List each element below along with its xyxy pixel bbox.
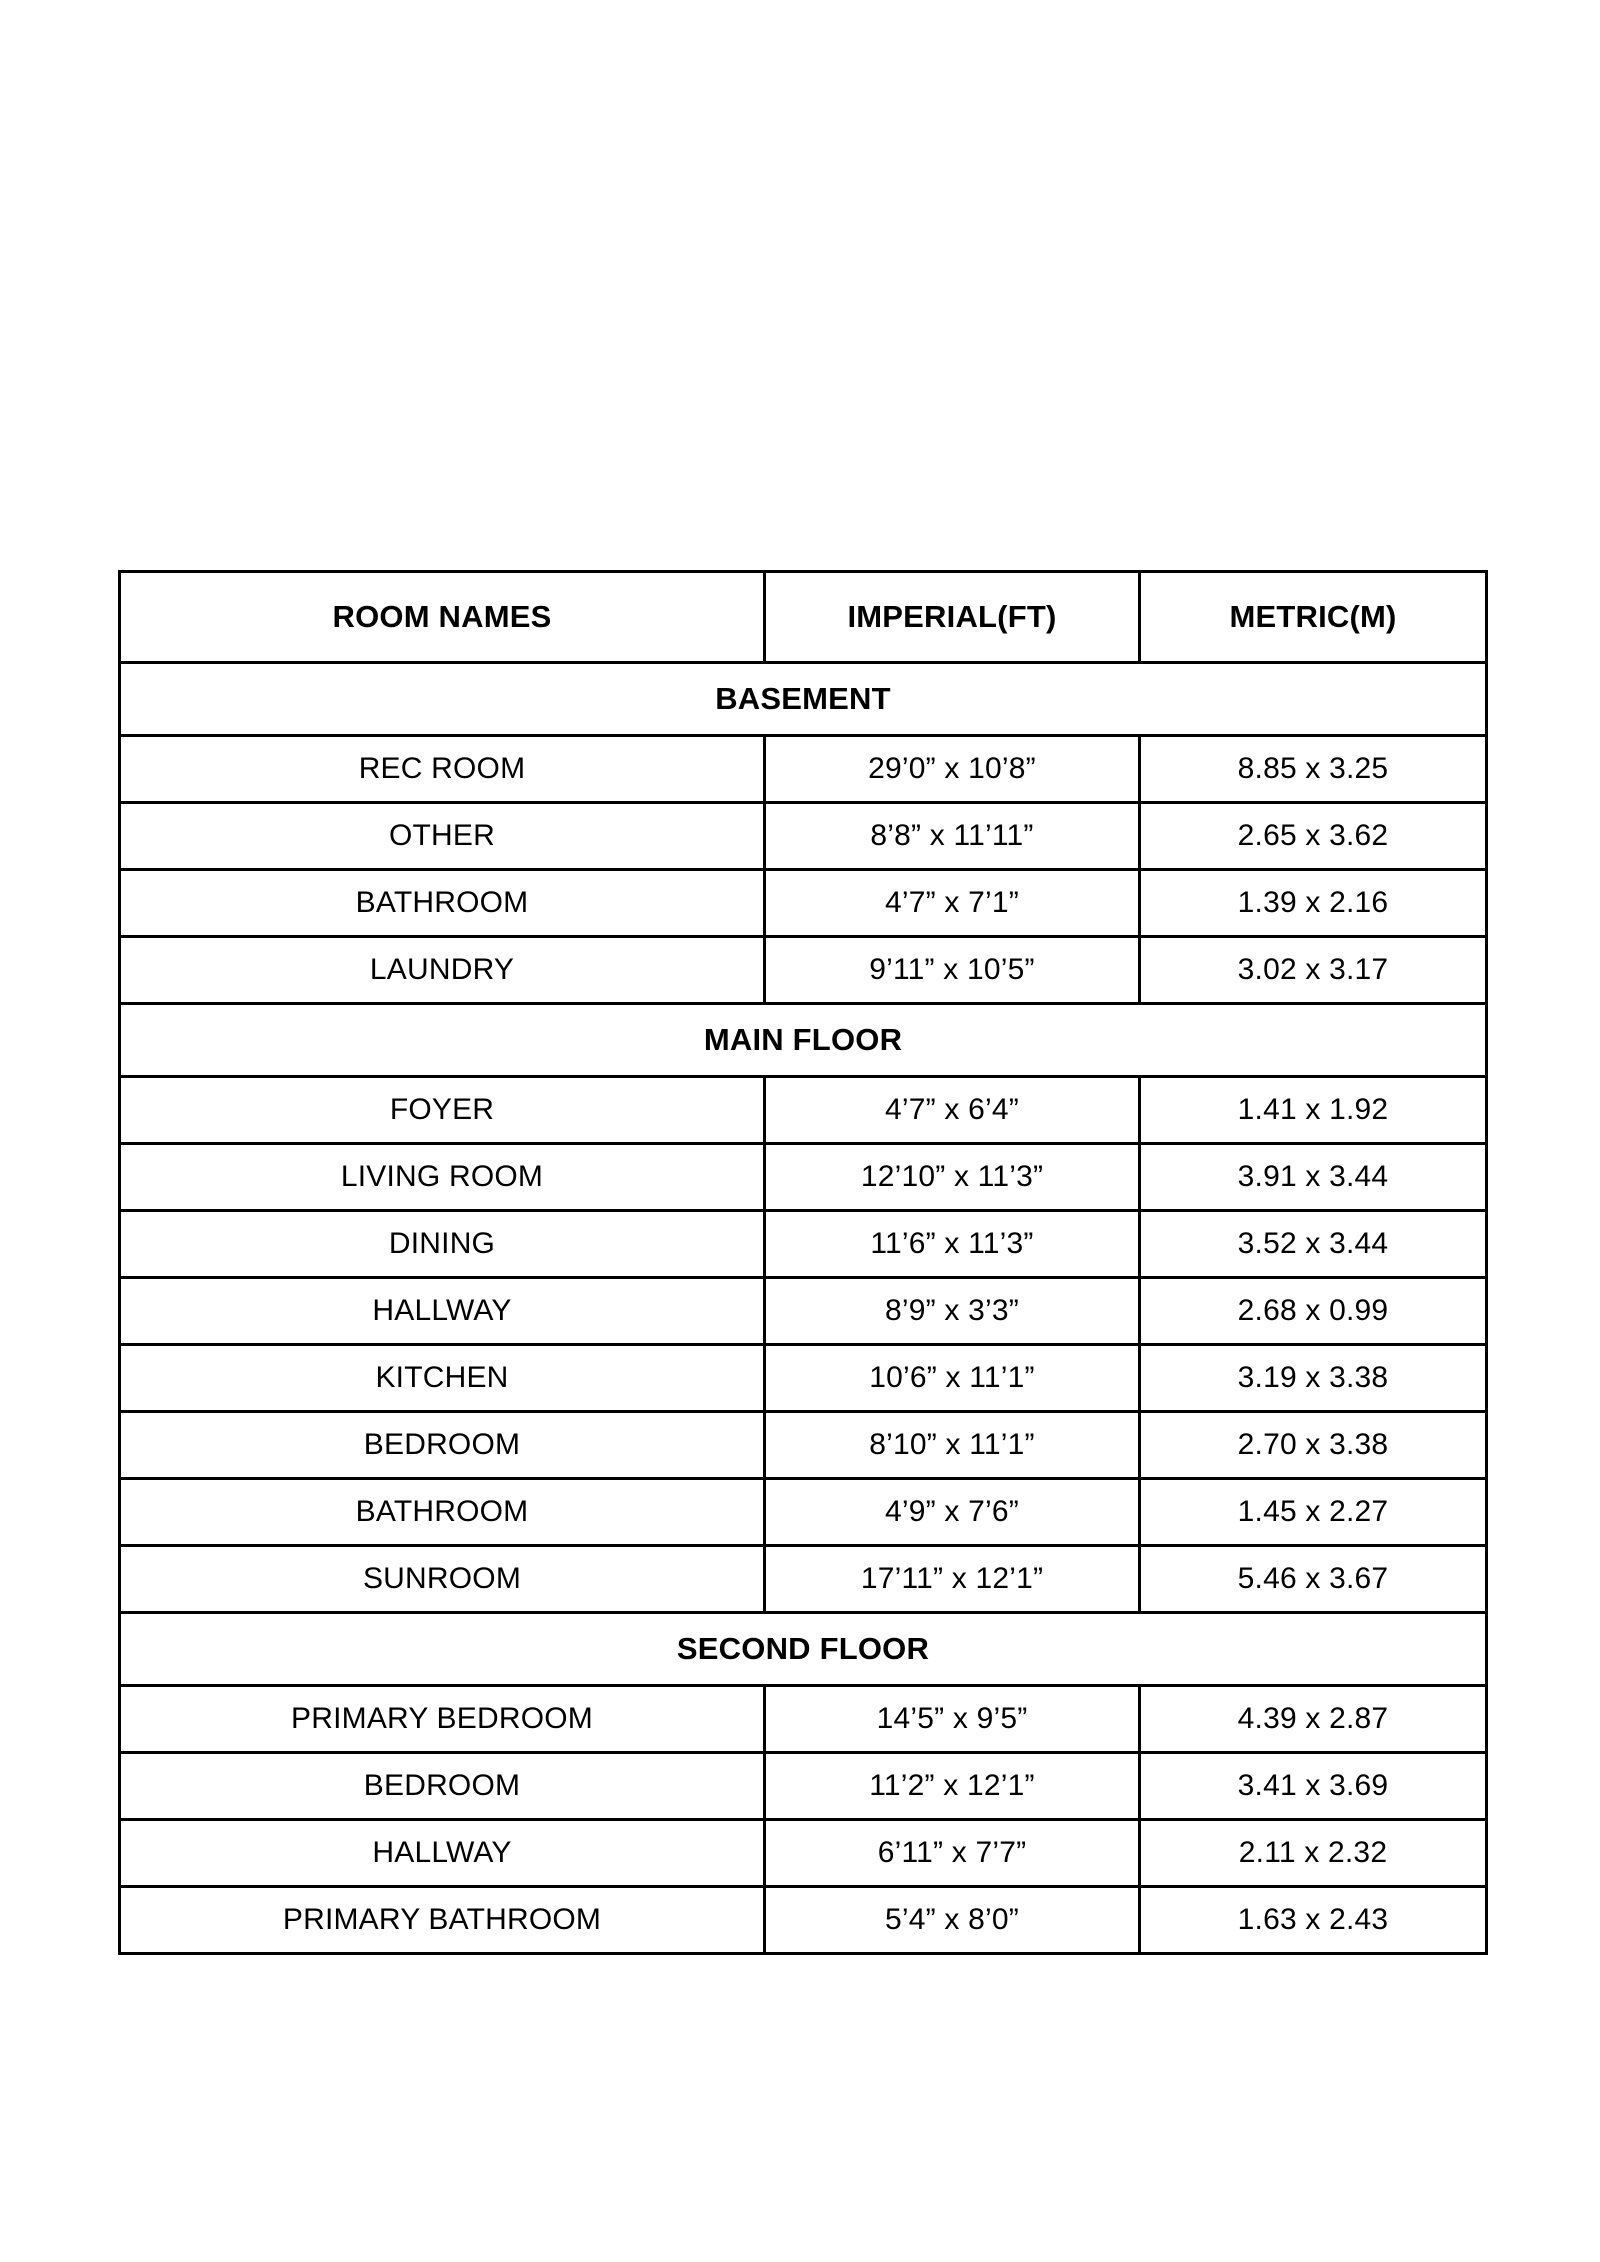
room-name: BEDROOM [120, 1753, 765, 1820]
room-imperial: 5’4” x 8’0” [765, 1887, 1140, 1954]
column-header-room-names: ROOM NAMES [120, 572, 765, 663]
room-dimensions-table [118, 570, 1488, 1955]
room-imperial: 8’10” x 11’1” [765, 1412, 1140, 1479]
room-metric: 8.85 x 3.25 [1140, 736, 1487, 803]
room-metric: 1.39 x 2.16 [1140, 870, 1487, 937]
table-row [120, 1144, 1487, 1211]
table-row [120, 1211, 1487, 1278]
room-imperial: 29’0” x 10’8” [765, 736, 1140, 803]
room-name: DINING [120, 1211, 765, 1278]
room-imperial: 12’10” x 11’3” [765, 1144, 1140, 1211]
table-row [120, 1546, 1487, 1613]
table-row [120, 1887, 1487, 1954]
room-metric: 5.46 x 3.67 [1140, 1546, 1487, 1613]
room-imperial: 17’11” x 12’1” [765, 1546, 1140, 1613]
section-label-second-floor: SECOND FLOOR [120, 1613, 1487, 1686]
room-name: OTHER [120, 803, 765, 870]
room-name: SUNROOM [120, 1546, 765, 1613]
section-header-row [120, 1004, 1487, 1077]
room-name: BEDROOM [120, 1412, 765, 1479]
room-dimensions-table-container [118, 570, 1485, 1955]
room-metric: 4.39 x 2.87 [1140, 1686, 1487, 1753]
room-metric: 3.52 x 3.44 [1140, 1211, 1487, 1278]
room-name: PRIMARY BEDROOM [120, 1686, 765, 1753]
table-row [120, 1412, 1487, 1479]
room-name: PRIMARY BATHROOM [120, 1887, 765, 1954]
section-header-row [120, 1613, 1487, 1686]
column-header-metric: METRIC(M) [1140, 572, 1487, 663]
room-imperial: 9’11” x 10’5” [765, 937, 1140, 1004]
table-row [120, 1278, 1487, 1345]
room-metric: 2.11 x 2.32 [1140, 1820, 1487, 1887]
column-header-imperial: IMPERIAL(FT) [765, 572, 1140, 663]
room-name: LIVING ROOM [120, 1144, 765, 1211]
table-row [120, 1077, 1487, 1144]
table-row [120, 1345, 1487, 1412]
section-label-main-floor: MAIN FLOOR [120, 1004, 1487, 1077]
table-row [120, 803, 1487, 870]
room-imperial: 14’5” x 9’5” [765, 1686, 1140, 1753]
room-metric: 3.19 x 3.38 [1140, 1345, 1487, 1412]
room-name: BATHROOM [120, 1479, 765, 1546]
table-row [120, 937, 1487, 1004]
section-label-basement: BASEMENT [120, 663, 1487, 736]
room-imperial: 10’6” x 11’1” [765, 1345, 1140, 1412]
room-name: BATHROOM [120, 870, 765, 937]
room-imperial: 11’2” x 12’1” [765, 1753, 1140, 1820]
room-name: KITCHEN [120, 1345, 765, 1412]
table-row [120, 870, 1487, 937]
room-metric: 2.68 x 0.99 [1140, 1278, 1487, 1345]
table-row [120, 1479, 1487, 1546]
room-imperial: 4’9” x 7’6” [765, 1479, 1140, 1546]
table-row [120, 1820, 1487, 1887]
room-metric: 3.02 x 3.17 [1140, 937, 1487, 1004]
section-header-row [120, 663, 1487, 736]
room-metric: 1.45 x 2.27 [1140, 1479, 1487, 1546]
room-name: HALLWAY [120, 1278, 765, 1345]
room-name: LAUNDRY [120, 937, 765, 1004]
room-metric: 1.41 x 1.92 [1140, 1077, 1487, 1144]
room-metric: 3.41 x 3.69 [1140, 1753, 1487, 1820]
table-row [120, 1686, 1487, 1753]
table-body [120, 663, 1487, 1954]
room-imperial: 6’11” x 7’7” [765, 1820, 1140, 1887]
room-metric: 3.91 x 3.44 [1140, 1144, 1487, 1211]
table-header-row [120, 572, 1487, 663]
room-imperial: 4’7” x 7’1” [765, 870, 1140, 937]
table-row [120, 1753, 1487, 1820]
room-name: HALLWAY [120, 1820, 765, 1887]
room-imperial: 4’7” x 6’4” [765, 1077, 1140, 1144]
room-imperial: 11’6” x 11’3” [765, 1211, 1140, 1278]
room-name: REC ROOM [120, 736, 765, 803]
table-row [120, 736, 1487, 803]
room-name: FOYER [120, 1077, 765, 1144]
room-imperial: 8’8” x 11’11” [765, 803, 1140, 870]
room-metric: 2.70 x 3.38 [1140, 1412, 1487, 1479]
room-metric: 2.65 x 3.62 [1140, 803, 1487, 870]
room-metric: 1.63 x 2.43 [1140, 1887, 1487, 1954]
room-imperial: 8’9” x 3’3” [765, 1278, 1140, 1345]
table-header [120, 572, 1487, 663]
